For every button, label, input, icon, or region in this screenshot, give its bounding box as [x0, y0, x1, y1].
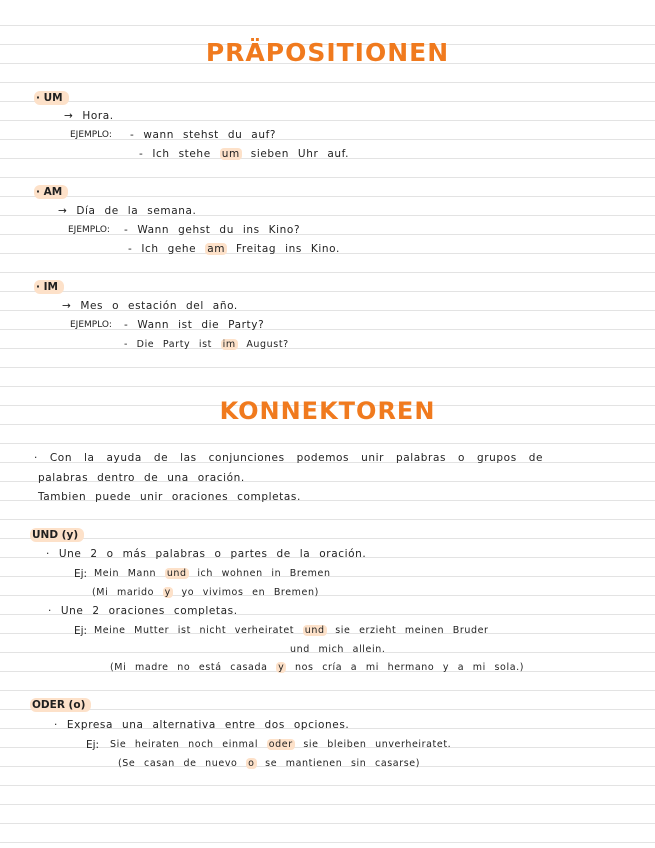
um-example-answer: - Ich stehe um sieben Uhr auf.	[139, 148, 350, 160]
highlight-y-1: y	[164, 587, 171, 598]
am-example-question: - Wann gehst du ins Kino?	[124, 224, 301, 236]
oder-point1: · Expresa una alternativa entre dos opciones.	[54, 719, 350, 731]
um-example-question: - wann stehst du auf?	[130, 129, 277, 141]
am-meaning: → Día de la semana.	[58, 205, 197, 217]
oder-label: ODER (o)	[30, 698, 91, 712]
highlight-y-2: y	[278, 662, 285, 673]
oder-ex-label: Ej:	[86, 739, 100, 751]
oder-ex-translation: (Se casan de nuevo o se mantienen sin casarse)	[118, 758, 421, 769]
highlight-im: im	[222, 339, 236, 350]
und-point2: · Une 2 oraciones completas.	[48, 605, 238, 617]
highlight-um: um	[221, 148, 240, 160]
um-label: · UM	[34, 91, 69, 105]
im-example-question: - Wann ist die Party?	[124, 319, 265, 331]
highlight-oder: oder	[268, 739, 293, 750]
prepositions-title: PRÄPOSITIONEN	[205, 38, 450, 67]
im-meaning: → Mes o estación del año.	[62, 300, 238, 312]
und-ex2-label: Ej:	[74, 625, 88, 637]
und-ex2: Meine Mutter ist nicht verheiratet und sie erzieht meinen Bruder	[94, 625, 489, 636]
und-label: UND (y)	[30, 528, 84, 542]
connectors-intro-line1: · Con la ayuda de las conjunciones podemos unir palabras o grupos de	[34, 452, 544, 464]
am-example-label: EJEMPLO:	[68, 225, 110, 235]
und-ex2-line2: und mich allein.	[290, 644, 386, 655]
und-point1: · Une 2 o más palabras o partes de la oración.	[46, 548, 367, 560]
connectors-intro-line3: Tambien puede unir oraciones completas.	[38, 491, 301, 503]
am-label: · AM	[34, 185, 68, 199]
und-ex1: Mein Mann und ich wohnen in Bremen	[94, 568, 331, 579]
und-ex2-translation: (Mi madre no está casada y nos cría a mi hermano y a mi sola.)	[110, 662, 525, 673]
connectors-title: KONNEKTOREN	[219, 397, 436, 425]
und-ex1-translation: (Mi marido y yo vivimos en Bremen)	[92, 587, 319, 598]
um-example-label: EJEMPLO:	[70, 130, 112, 140]
highlight-und-2: und	[304, 625, 325, 636]
connectors-intro-line2: palabras dentro de una oración.	[38, 472, 245, 484]
highlight-und-1: und	[166, 568, 187, 579]
highlight-o: o	[248, 758, 255, 769]
und-ex1-label: Ej:	[74, 568, 88, 580]
um-meaning: → Hora.	[64, 110, 114, 122]
highlight-am: am	[207, 243, 226, 255]
im-example-label: EJEMPLO:	[70, 320, 112, 330]
am-example-answer: - Ich gehe am Freitag ins Kino.	[128, 243, 340, 255]
oder-ex: Sie heiraten noch einmal oder sie bleiben unverheiratet.	[110, 739, 452, 750]
im-label: · IM	[34, 280, 64, 294]
im-example-answer: - Die Party ist im August?	[124, 339, 289, 350]
